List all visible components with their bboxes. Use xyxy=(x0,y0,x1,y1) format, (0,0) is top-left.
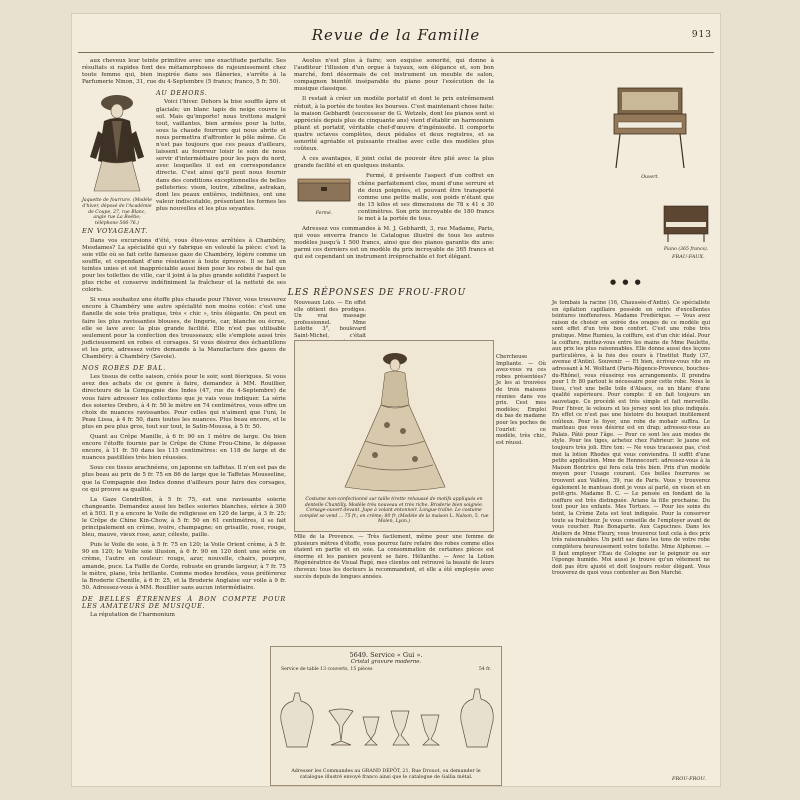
reponse-1: Nouveaux Lolo. — En effet elle obtient des prodiges. Un vrai massage professionnel. Mme Lolotte 3°, boulevard Saint-Michel, c'était xyxy=(294,300,366,339)
harmonium-text-2: Il restait à créer un modèle portatif et dont le prix extrêmement réduit, à la portée de toutes les bourses. C'est maintenant chose faite: la maison Gebhardt (successeur de G. Wetzels, dont les pianos sont si appréciés depuis plus de cinquante ans) vient d'établir un harmonium pliant et portatif, véritable chef-d'œuvre d'ingéniosité. Il comporte quatre octaves complètes, deux pédales et deux registres, et sa sonorité agréable et puissante rivalise avec celle des modèles plus coûteux. xyxy=(294,96,494,153)
service-subtitle: Cristal gravure moderne. xyxy=(350,659,422,665)
glassware-illustration xyxy=(271,681,501,751)
column-2-top xyxy=(294,58,494,266)
fur-jacket-illustration xyxy=(82,91,152,195)
fur-jacket-figure xyxy=(82,91,152,226)
harmonium-text-3: À ces avantages, il joint celui de pouvoir être plié avec la plus grande facilité et en quelques instants. xyxy=(294,156,494,170)
reponses-signature: FROU-FROU. xyxy=(672,776,706,782)
au-dehors-text: Voici l'hiver. Dehors la bise souffle âpre et glaciale; un blanc tapis de neige couvre le sol. Mais qu'importe! nous trottons malgré tout, vaillantes, bien armées pour la lutte, sous la chaude fourrure qui nous abrite et nous permettra d'affronter le pôle même. Ce n'est pas toujours que ces peaux d'ailleurs, laissent au fourreur loisir le soin de nous servir d'intermédiaire pour les pays du nord, avec lesquelles il est en correspondance directe. C'est ainsi qu'il peut nous fournir dans des conditions exceptionnelles de belles pelleteries: vison, loutre, zibeline, astrakan, dont les peaux entières, indéfinies, ont une valeur indiscutable, présentant les formes les plus nouvelles et les plus seyantes. xyxy=(156,99,286,212)
etrennes-heading: DE BELLES ÉTRENNES À BON COMPTE POUR LES AMATEURS DE MUSIQUE. xyxy=(82,594,286,611)
crystal-service-ad xyxy=(270,646,502,786)
header-rule xyxy=(78,52,714,53)
page-number: 913 xyxy=(691,30,712,40)
voyage-heading: EN VOYAGEANT. xyxy=(82,227,149,236)
robes-heading: NOS ROBES DE BAL. xyxy=(82,364,167,373)
closed-harmonium-figure xyxy=(294,175,354,216)
harmonium-text-4: Fermé, il présente l'aspect d'un coffret en chêne parfaitement clos, muni d'une serrure et de deux poignées, et pouvant être transporté comme une petite malle, son poids n'étant que de 15 kilos et ses dimensions de 78 x 41 x 30 centimètres. Son prix incroyable de 180 francs le met à la portée de tous. xyxy=(358,173,494,222)
robes-section xyxy=(82,365,286,592)
reponses-heading: LES RÉPONSES DE FROU-FROU xyxy=(287,288,467,298)
robes-text-3: Sous ces tissus arachnéens, on japonne en taffetas. Il n'en est pas de plus beau au prix de 5 fr. 75 en 86 de large que le Taffetas Mousseline, que la Compagnie des Indes donne d'ailleurs pour faire des corsages, ce qui prouve sa qualité. xyxy=(82,465,286,493)
robes-text-2: Quant au Crêpe Manille, à 6 fr. 90 en 1 mètre de large. Ou bien encore l'étoffe fournie par le Crêpe de Chine Frou-Chine, le dépasse encore, à 11 fr. 50 dans les 115 centimètres: en 118 de large et de nuances pastillées très bien réussies. xyxy=(82,433,286,462)
open-harmonium-figure xyxy=(600,82,700,181)
robes-text: Les tissus de cette saison, créés pour le soir, sont féeriques. Si vous avez des achats de ce genre à faire, demandez à MM. Rouillier, directeurs de la Compagnie des Indes (47, rue du 4-Septembre) de vous faire adresser les collections que je vais vous indiquer. La série des soieries Orebro, à 4 fr. 50 le mètre en 74 centimètres, vous offre un choix de nuances ravissantes. Pour celles qui n'aiment que l'uni, le Peau Lissa, à 4 fr. 50, dans toutes les nuances. Plus beau encore, et le plus en peu plus gros, tout sur tout, le Satin-Moussa, à 5 fr. 50. xyxy=(82,374,286,430)
dress-illustration xyxy=(295,341,493,493)
harmonium-text-5: Adressez vos commandes à M. J. Gebhardt, 3, rue Madame, Paris, qui vous enverra franco le Catalogue illustré de tous les autres modèles jusqu'à 1 500 francs, ainsi que des pianos garantis dix ans: parmi ces derniers est un modèle du prix incroyable de 365 francs et qui est cependant un instrument irréprochable et fort élégant. xyxy=(294,226,494,261)
open-label: Ouvert. xyxy=(641,175,659,181)
robes-text-5: Puis le Voile de soie, à 5 fr. 75 en 120; la Voile Orient crème, à 5 fr. 90 en 120; le Voile soie illusion, à 6 fr. 90 en 120 dont une série en crème, l'autre en couleur: rouge, azur, nouvelle, chairs, pourpre, amande, puce. La Faille de Corde, robuste en grande largeur, à 7 fr. 75 le mètre, plane, très brillante. Comme modes brodées, vous préférerez la Broderie Chenille, à 6 fr. 25, et la Broderie Anglaise sur voile à 9 fr. 50. Adressez-vous à MM. Rouillier sans aucun intermédiaire. xyxy=(82,542,286,591)
dress-caption: Costume non-confectionné sur taille tirette rehaussé de motifs appliqués en dentelle Chantilly. Modèle très nouveau et très riche. Broderie bien soignée. Corsage-ouvert devant. Jupe à volant entonnoir. Longue traîne. Le costume complet se vend ... 75 fr.; en crème; 80 fr. (Modèle de la maison L. Nalson, 5, rue Molen, Lyon.) xyxy=(299,497,489,525)
closed-label: Fermé. xyxy=(315,210,333,216)
intro-paragraph: aux cheveux leur teinte primitive avec une exactitude parfaite. Ses résultats si rapides font des métamorphoses de rajeunissement chez toute femme qui, bien inspirée dans ses flâneries, s'arrête à la Parfumerie Ninon, 31, rue du 4-Septembre (5 francs; franco, 5 fr. 50). xyxy=(82,58,286,86)
service-ref: 5649. Service « Gui ». xyxy=(349,651,423,659)
reponse-2: Mlle de la Provence. — Très facilement, même pour une femme de plusieurs mètres d'étoffe, vous pourrez faire refaire des robes comme elles étaient en partie et en soie. La consommation de certaines pièces est énorme et les paniers peuvent se faire. Hélianthe. — Avec la Lotion Régénératrice de Visual Rugé, mes clientes ont retrouvé la beauté de leurs cheveux: tous les docteurs la recommandent, et elle a été employée avec succès depuis de longues années. xyxy=(294,534,494,580)
column-signature: FRAU-FAUX. xyxy=(672,254,705,260)
voyage-text-2: Si vous souhaitez une étoffe plus chaude pour l'hiver, vous trouverez encore à Chambéry une autre spécialité non moins cotée: c'est une flanelle de soie très pratique, très « chic », très élégante. On peut en faire les plus ravissantes blouses, de lingerie, car, blanche ou écrue, elle se lave avec la plus grande facilité. Elle n'est pas utilisable seulement pour la confection des trousseaux; elle s'emploie aussi très judicieusement en robes et corsages. Si vous désirez des échantillons et les prix, adressez votre demande à la Manufacture des gazes de Chambéry: à Chambéry (Savoie). xyxy=(82,297,286,361)
reponse-3: Je tombais la racine (16, Chaussée-d'Antin). Ce spécialiste en épilation capillaire possède en outre d'excellentes teintures inoffensives. Madame Fredérique. — Vous avez raison de choisir en soirée des orages de ce modèle qui sont effet d'un très bon confort. C'est une robe très pratique. Mme Rumieu, la coiffure, est d'un chic idéal. Pour la coiffure, mettez-vous entre les mains de Mme Paulette, aux prix les plus raisonnables. Elle donne aussi des leçons particulières, à la fois des cours à l'Institut Rudy (37, avenue d'Antin). Souvenir. — Et bien, écrivez-vous vite en adressant à M. Wolltard (Paris-Régence-Provence, bouches-du-Rhône), vous réussirez vos arrangements. Il prendra pour 1 fr. 80 partout le nécessaire pour cette robe. Nous le tissu, c'est une belle toile d'Alsace, ou un blanc d'une qualité supérieure. Pour compte: il en fait toujours un sauvetage. Ce procédé est très simple et fait merveille. Pour l'hiver, le velours et les jersey sont les plus indiqués. En effet ce n'est pas une histoire du bouquet inutilement coûteux. Pour le foyer, une robe de mohair suffira. Le manteau que vous désirez est en drap; adressez-vous au Palais. Pâté pour l'âge. — Pour ce sont les aux modes de style. Pour les tiges, achetez chez Fabrieur: le jaune est toujours très joli. Etre ton: — Ne vous tracassez pas, c'est moi la lotion Rhodes qui vous conviendra. Il suffit d'une petite application. Mme de Hennecourt: adressez-vous à la Maison Bontrice qui fera cela très bien. Prix d'un modèle moyen pour l'usage courant. Ces belles fourrures se trouvent aux Vallées, 39, rue de Paris. Vous y trouverez également le manteau dont je vous ai parlé, en vison et en petit-gris. Madame B. C. — Le pensée en fondant de la coiffure est très distinguée. Ariane la fille prochaine. Du tout pour les enfants. Mes Tortues. — Pour les soins du teint, la Crème Zeta est tout indiquée. Pour la conserver toute sa fraîcheur. Je vous conseille de l'employer avant de vous coucher. Rue Bonaparte. Aux Capucines. Dans les Ateliers de Mme Fleury, vous trouverez tout cela à des prix très raisonnables. Un petit sac dans les tons de votre robe complètera heureusement votre toilette. Mme Alphonse. — Il faut employer l'Eau de Cologne sur le peignoir ou sur l'éponge humide. Moi aussi je trouve qu'un vêtement ne doit pas être ajusté et doit toujours rester élégant. Vous trouverez de quoi vous contenter au Bon Marché. xyxy=(552,300,710,577)
piano-label: Piano (365 francs). xyxy=(663,247,709,253)
voyage-text: Dans vos excursions d'été, vous êtes-vous arrêtées à Chambéry, Mesdames? La spécialité qui s'y fabrique en velouté la pièce: c'est la soie ville où se fait cette fameuse gaze de Chambéry, légère comme un souffle, et cependant d'une résistance à toute épreuve. Il se fait en teintes unies et est inappréciable aussi bien pour les robes de bal que pour les toilettes de ville, car il joint à la plus grande solidité l'aspect le plus riche et conserve indéfiniment la fraîcheur et la netteté de ses coloris. xyxy=(82,237,286,294)
robes-text-4: La Gaze Cendrillon, à 5 fr. 75, est une ravissante soierie changeante. Demandez aussi les belles soieries blanches, séries à 300 et à 503. Il y a encore le Voile de religieuse en 120 de large, à 3 fr. 25; le Crêpe de Chine Kin-Chow, à 5 fr. 50 en 61 centimètres, il se fait principalement en crème, ivoire, champagne; en grisaille, rose, rouge, bleu, mauve, vieux rose, azur, céleste, paille. xyxy=(82,496,286,539)
etrennes-section xyxy=(82,596,286,619)
column-1 xyxy=(82,58,286,778)
open-harmonium-illustration xyxy=(600,82,700,172)
service-footer: Adresser les Commandes au GRAND DÉPÔT, 21, Rue Drouot, ou demander le catalogue illustré envoyé franco ainsi que le catalogue de Gallia métal. xyxy=(291,769,481,780)
section-separator: ● ● ● xyxy=(610,278,643,286)
piano-illustration xyxy=(662,204,710,244)
dress-figure xyxy=(294,340,494,532)
au-dehors-heading: AU DEHORS. xyxy=(156,89,208,98)
harmonium-text-1: Aeolus n'est plus à faire; son exquise sonorité, qui donne à l'auditeur l'illusion d'un orgue à tuyaux, son élégance et, son bon marché, font désormais de cet instrument un meuble de salon, compagnon bientôt inséparable du piano pour l'exécution de la musique classique. xyxy=(294,58,494,93)
service-price-line xyxy=(271,665,501,672)
page-header xyxy=(72,26,720,52)
closed-harmonium-illustration xyxy=(294,175,354,207)
column-3-top xyxy=(502,58,710,266)
fur-jacket-caption: Jaquette de fourrure. (Modèle d'hiver, déposé de l'Académie de Coupe, 27, rue Blanc, angle rue La Boétie; téléphone 506-76.) xyxy=(82,198,152,226)
service-description: Service de table 13 couverts, 15 pièces xyxy=(281,667,373,672)
service-price: 54 fr. xyxy=(478,667,491,672)
reponse-right-narrow: Chercheuse Impliante. — Où avez-vous vu ces robes présentées? Je les ai trouvées de trois maisons réunies dans vos prix. Cest mes modèles; Emploi du bas de madame pour les poches de l'ourlet: ce modèle, très chic, est réussi. xyxy=(496,354,546,446)
etrennes-text: La réputation de l'harmonium xyxy=(90,612,175,619)
magazine-title: Revue de la Famille xyxy=(311,26,481,44)
piano-figure xyxy=(662,204,710,253)
magazine-page xyxy=(72,14,720,786)
